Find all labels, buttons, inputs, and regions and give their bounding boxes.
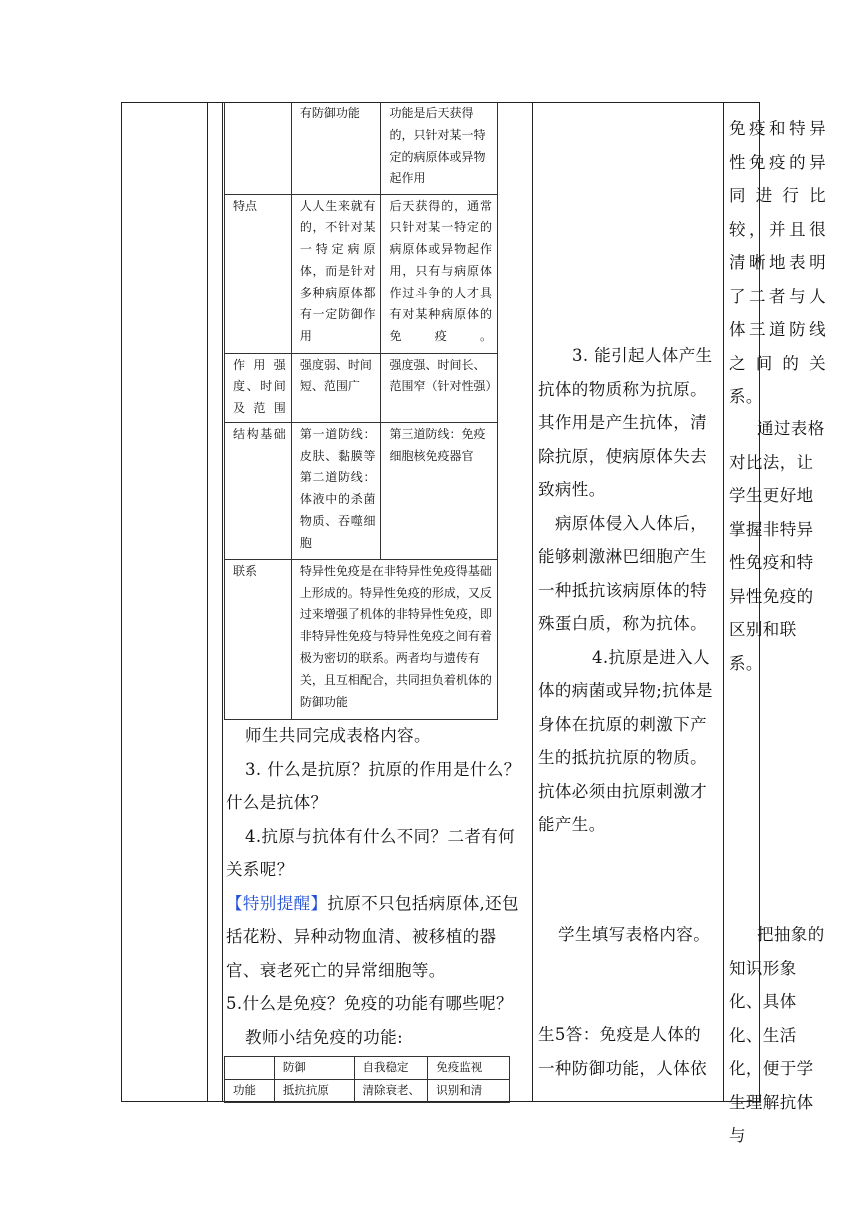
header-cell — [225, 1057, 275, 1080]
table-row — [225, 422, 498, 559]
immune-function-table — [224, 1056, 510, 1103]
row-label: 联系 — [225, 559, 292, 719]
teacher-question-5: 5.什么是免疫？免疫的功能有哪些呢？ — [226, 994, 513, 1013]
nonspecific-cell: 有防御功能 — [291, 102, 381, 194]
teacher-summary: 教师小结免疫的功能: — [245, 1027, 404, 1047]
header-cell: 防御 — [274, 1057, 354, 1080]
row-label — [225, 102, 292, 194]
special-reminder-label: 【特别提醒】 — [226, 893, 328, 913]
row-label: 功能 — [225, 1080, 275, 1103]
table-cell: 抵抗抗原 — [274, 1080, 354, 1103]
design-intent-2: 通过表格对比法，让学生更好地掌握非特异性免疫和特异性免疫的区别和联系。 — [729, 419, 825, 673]
student-answer-4: 4.抗原是进入人体的病菌或异物;抗体是身体在抗原的刺激下产生的抵抗抗原的物质。抗体必须由抗原刺激才能产生。 — [538, 647, 713, 834]
specific-cell: 强度强、时间长、范围窄（针对性强） — [381, 353, 498, 422]
table-cell: 清除衰老、 — [354, 1080, 428, 1103]
nonspecific-cell: 强度弱、时间短、范围广 — [291, 353, 381, 422]
specific-cell: 第三道防线：免疫细胞核免疫器官 — [381, 422, 498, 559]
special-reminder — [226, 887, 528, 988]
teacher-line-1: 师生共同完成表格内容。 — [245, 726, 431, 745]
column-divider-3 — [532, 102, 533, 1102]
relationship-cell: 特异性免疫是在非特异性免疫得基础上形成的。特异性免疫的形成，又反过来增强了机体的非特异性免疫，即非特异性免疫与特异性免疫之间有着极为密切的联系。两者均与遗传有关，且互相配合，共同担负着机体的防御功能 — [291, 559, 497, 719]
table-row — [225, 1080, 510, 1103]
specific-cell: 后天获得的，通常只针对某一特定的病原体或异物起作用，只有与病原体作过斗争的人才具有对某种病原体的免疫。 — [381, 194, 498, 353]
row-label: 结构基础 — [225, 422, 292, 559]
specific-cell: 功能是后天获得的，只针对某一特定的病原体或异物起作用 — [381, 102, 498, 194]
table-row — [225, 194, 498, 353]
nonspecific-cell: 人人生来就有的，不针对某一特定病原体，而是针对多种病原体都有一定防御作用 — [291, 194, 381, 353]
header-cell: 自我稳定 — [354, 1057, 428, 1080]
column-divider-4 — [723, 102, 724, 1102]
teacher-activity — [226, 719, 528, 1054]
special-reminder-text: 抗原不只包括病原体,还包括花粉、异种动物血清、被移植的器官、衰老死亡的异常细胞等。 — [226, 893, 519, 980]
teacher-question-4: 4.抗原与抗体有什么不同？二者有何关系呢？ — [226, 826, 516, 879]
outer-table-left-border — [121, 102, 122, 1102]
header-cell: 免疫监视 — [428, 1057, 510, 1080]
student-answer-3: 3. 能引起人体产生抗体的物质称为抗原。其作用是产生抗体，清除抗原，使病原体失去致病性。 — [538, 346, 713, 499]
student-answer-5: 生5答：免疫是人体的一种防御功能，人体依 — [538, 1025, 707, 1078]
immunity-comparison-table — [224, 102, 498, 720]
student-antibody-definition: 病原体侵入人体后，能够刺激淋巴细胞产生一种抵抗该病原体的特殊蛋白质，称为抗体。 — [538, 513, 708, 633]
design-intent-1: 免疫和特异性免疫的异同进行比较，并且很清晰地表明了二者与人体三道防线之间的关系。 — [729, 119, 826, 406]
nonspecific-cell: 第一道防线：皮肤、黏膜等第二道防线：体液中的杀菌物质、吞噬细胞 — [291, 422, 381, 559]
design-intent-3: 把抽象的知识形象化、具体化、生活化，便于学生理解抗体与 — [729, 925, 825, 1145]
table-row — [225, 102, 498, 194]
teacher-question-3: 3. 什么是抗原？抗原的作用是什么？什么是抗体？ — [226, 759, 521, 812]
column-divider-1 — [207, 102, 208, 1102]
student-activity — [538, 339, 717, 842]
column-divider-2 — [222, 102, 223, 1102]
row-label: 特点 — [225, 194, 292, 353]
table-header-row — [225, 1057, 510, 1080]
student-fill-table: 学生填写表格内容。 — [558, 925, 711, 944]
table-row — [225, 559, 498, 719]
table-row — [225, 353, 498, 422]
table-cell: 识别和清 — [428, 1080, 510, 1103]
row-label: 作用强度、时间及范围 — [225, 353, 292, 422]
